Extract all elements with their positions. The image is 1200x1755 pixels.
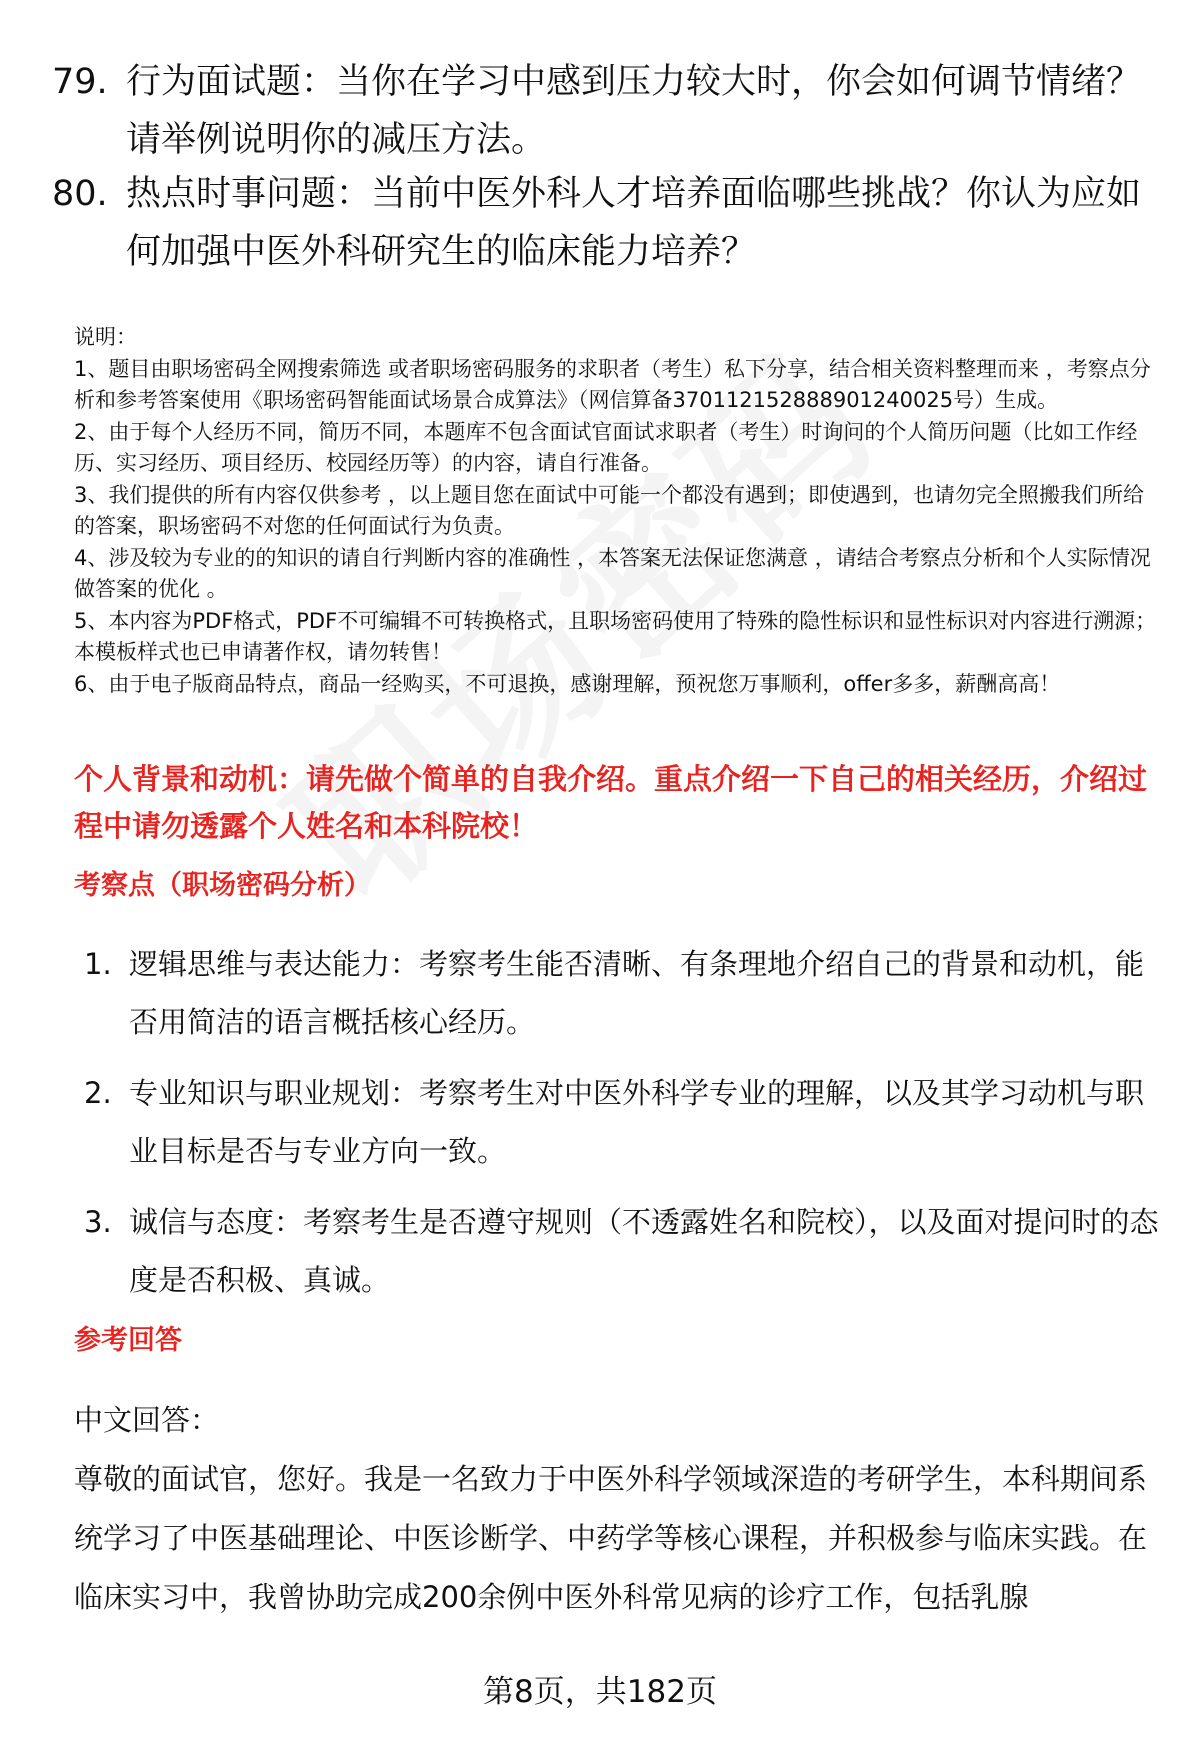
answer-label: 中文回答： [74,1403,220,1437]
reference-answer-heading: 参考回答 [74,1325,182,1356]
note-item: 6、由于电子版商品特点，商品一经购买，不可退换，感谢理解，预祝您万事顺利，offer多多，薪酬高高！ [74,671,1061,696]
question-text: 行为面试题：当你在学习中感到压力较大时，你会如何调节情绪？请举例说明你的减压方法。 [126,62,1142,160]
point-text: 专业知识与职业规划：考察考生对中医外科学专业的理解，以及其学习动机与职业目标是否与专业方向一致。 [129,1076,1145,1168]
point-number: 3. [84,1205,112,1239]
point-text: 诚信与态度：考察考生是否遵守规则（不透露姓名和院校），以及面对提问时的态度是否积极、真诚。 [129,1205,1159,1297]
note-item: 1、题目由职场密码全网搜索筛选 或者职场密码服务的求职者（考生）私下分享，结合相关资料整理而来 ，考察点分析和参考答案使用《职场密码智能面试场景合成算法》（网信算备370112152888901240025号）生成。 [74,356,1151,412]
list-item [84,935,1164,1051]
note-item: 3、我们提供的所有内容仅供参考 ，以上题目您在面试中可能一个都没有遇到；即使遇到，也请勿完全照搬我们所给的答案，职场密码不对您的任何面试行为负责。 [74,482,1145,538]
assessment-points-list [84,935,1164,1322]
question-number: 79. [52,62,108,102]
question-80 [52,165,1152,281]
assessment-points-heading: 考察点（职场密码分析） [74,870,371,901]
list-item [84,1193,1164,1309]
notes-title: 说明： [74,325,137,349]
page-footer: 第8页，共182页 [483,1674,717,1710]
answer-text: 尊敬的面试官，您好。我是一名致力于中医外科学领域深造的考研学生，本科期间系统学习了中医基础理论、中医诊断学、中药学等核心课程，并积极参与临床实践。在临床实习中，我曾协助完成200余例中医外科常见病的诊疗工作，包括乳腺 [74,1462,1148,1614]
disclaimer-notes [74,322,1160,700]
question-79 [52,53,1152,169]
list-item [84,1064,1164,1180]
note-item: 2、由于每个人经历不同，简历不同，本题库不包含面试官面试求职者（考生）时询问的个人简历问题（比如工作经历、实习经历、项目经历、校园经历等）的内容，请自行准备。 [74,419,1138,475]
background-question-heading: 个人背景和动机：请先做个简单的自我介绍。重点介绍一下自己的相关经历，介绍过程中请勿透露个人姓名和本科院校！ [74,762,1148,843]
point-text: 逻辑思维与表达能力：考察考生能否清晰、有条理地介绍自己的背景和动机，能否用简洁的语言概括核心经历。 [129,947,1145,1039]
point-number: 1. [84,947,112,981]
question-number: 80. [52,174,108,214]
point-number: 2. [84,1076,112,1110]
reference-answer [74,1391,1160,1627]
note-item: 4、涉及较为专业的的知识的请自行判断内容的准确性 ，本答案无法保证您满意 ，请结合考察点分析和个人实际情况做答案的优化 。 [74,545,1151,601]
question-text: 热点时事问题：当前中医外科人才培养面临哪些挑战？你认为应如何加强中医外科研究生的临床能力培养？ [126,174,1142,272]
note-item: 5、本内容为PDF格式，PDF不可编辑不可转换格式，且职场密码使用了特殊的隐性标识和显性标识对内容进行溯源；本模板样式也已申请著作权，请勿转售！ [74,608,1157,664]
